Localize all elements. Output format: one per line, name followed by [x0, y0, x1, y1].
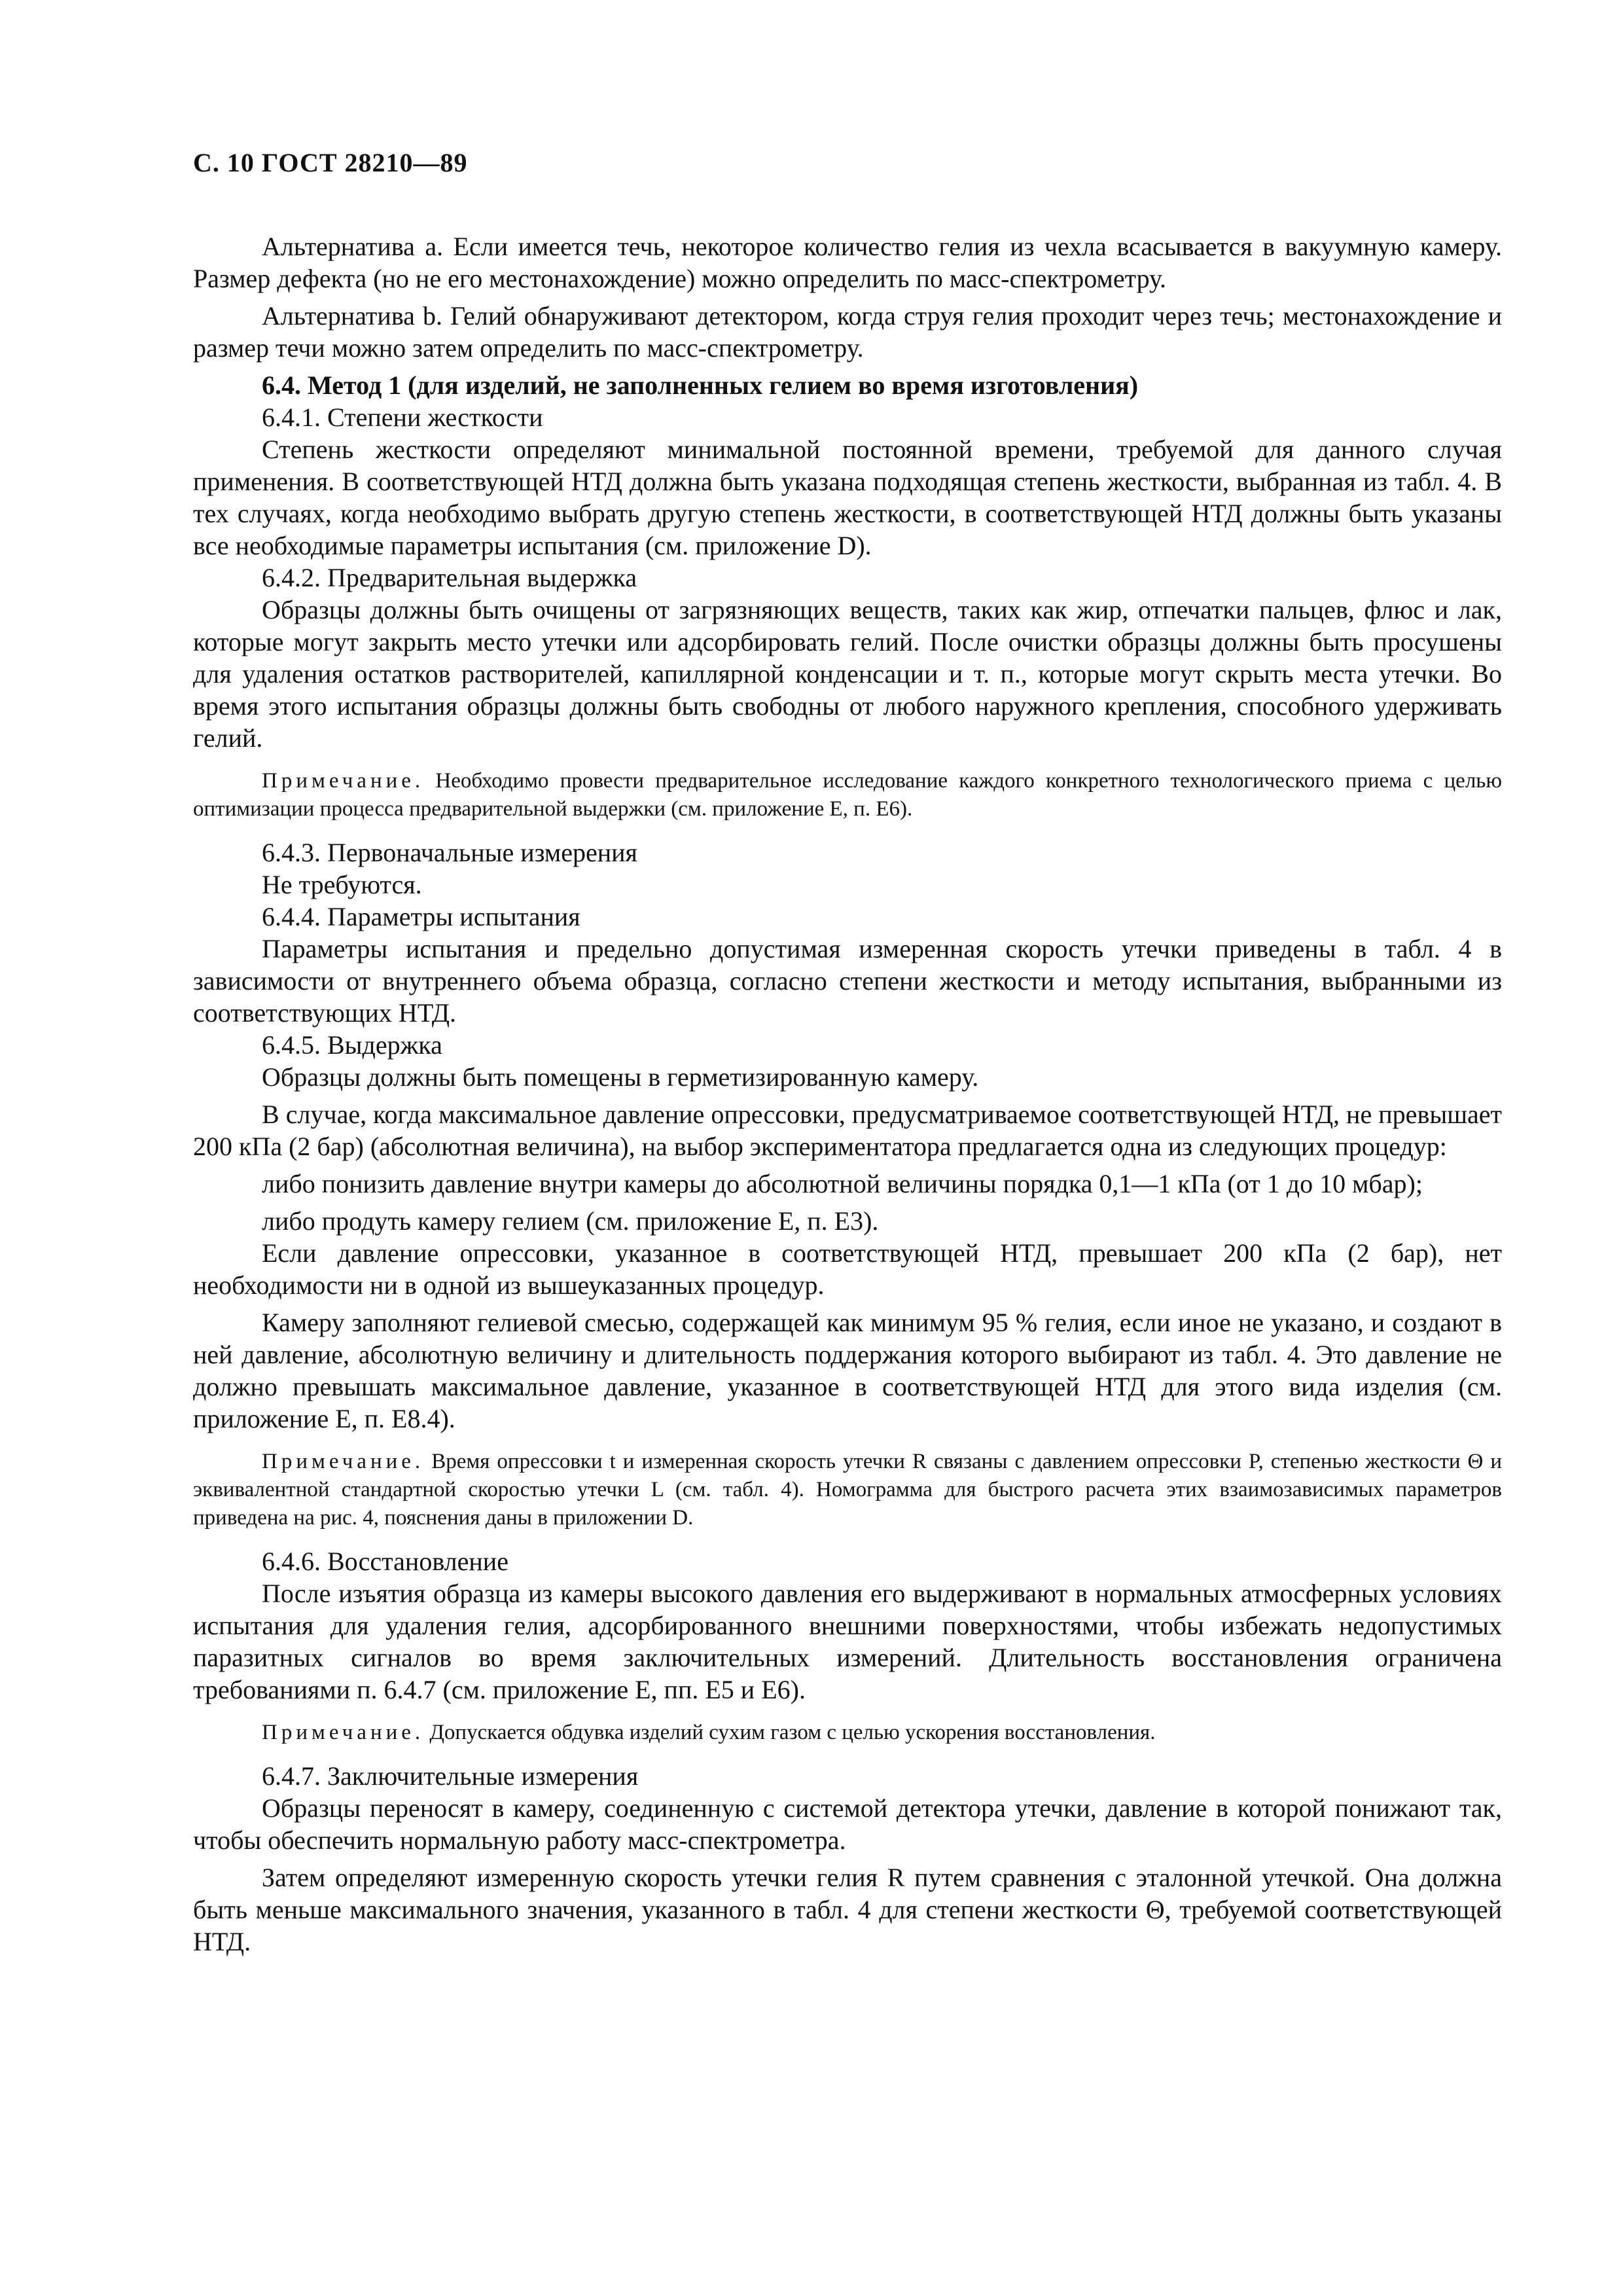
subsection-heading-6-4-1: 6.4.1. Степени жесткости — [262, 403, 543, 432]
subsection-heading-6-4-7: 6.4.7. Заключительные измерения — [262, 1761, 639, 1791]
note-recovery — [193, 1719, 1502, 1747]
paragraph-severity: Степень жесткости определяют минимальной постоянной времени, требуемой для данного случая применения. В соответствующей НТД должна быть указана подходящая степень жесткости, выбранная из табл. 4. В тех случаях, когда необходимо выбрать другую степень жесткости, в соответствующей НТД должны быть указаны все необходимые параметры испытания (см. приложение D). — [193, 435, 1502, 560]
subsection-heading-6-4-6: 6.4.6. Восстановление — [262, 1547, 508, 1576]
page-header: С. 10 ГОСТ 28210—89 — [193, 148, 468, 177]
paragraph-preconditioning: Образцы должны быть очищены от загрязняющих веществ, таких как жир, отпечатки пальцев, флюс и лак, которые могут закрыть место утечки или адсорбировать гелий. После очистки образцы должны быть просушены для удаления остатков растворителей, капиллярной конденсации и т. п., которые могут скрыть места утечки. Во время этого испытания образцы должны быть свободны от любого наружного крепления, способного удерживать гелий. — [193, 595, 1502, 753]
paragraph-above-200kpa: Если давление опрессовки, указанное в соответствующей НТД, превышает 200 кПа (2 бар), нет необходимости ни в одной из вышеуказанных процедур. — [193, 1238, 1502, 1300]
paragraph-option-1: либо понизить давление внутри камеры до абсолютной величины порядка 0,1—1 кПа (от 1 до 10 мбар); — [262, 1169, 1423, 1198]
paragraph-helium-fill: Камеру заполняют гелиевой смесью, содержащей как минимум 95 % гелия, если иное не указано, и создают в ней давление, абсолютную величину и длительность поддержания которого выбирают из табл. 4. Это давление не должно превышать максимальное давление, указанное в соответствующей НТД для этого вида изделия (см. приложение Е, п. Е8.4). — [193, 1308, 1502, 1433]
note-label: Примечание. — [262, 1450, 425, 1473]
subsection-heading-6-4-5: 6.4.5. Выдержка — [262, 1030, 442, 1060]
note-text: Допускается обдувка изделий сухим газом с целью ускорения восстановления. — [429, 1721, 1156, 1744]
paragraph-pressure-case: В случае, когда максимальное давление опрессовки, предусматриваемое соответствующей НТД, не превышает 200 кПа (2 бар) (абсолютная величина), на выбор экспериментатора предлагается одна из следующих процедур: — [193, 1100, 1502, 1161]
subsection-heading-6-4-2: 6.4.2. Предварительная выдержка — [262, 563, 637, 592]
paragraph-option-2: либо продуть камеру гелием (см. приложение Е, п. Е3). — [262, 1206, 879, 1236]
section-heading-6-4: 6.4. Метод 1 (для изделий, не заполненных гелием во время изготовления) — [262, 370, 1139, 400]
note-text: Необходимо провести предварительное исследование каждого конкретного технологического приема с целью оптимизации процесса предварительной выдержки (см. приложение Е, п. Е6). — [193, 769, 1503, 821]
paragraph-alt-a: Альтернатива a. Если имеется течь, некоторое количество гелия из чехла всасывается в вакуумную камеру. Размер дефекта (но не его местонахождение) можно определить по масс-спектрометру. — [193, 232, 1502, 293]
paragraph-final-measurements: Образцы переносят в камеру, соединенную с системой детектора утечки, давление в которой понижают так, чтобы обеспечить нормальную работу масс-спектрометра. — [193, 1793, 1502, 1855]
note-label: Примечание. — [262, 1721, 425, 1744]
paragraph-alt-b: Альтернатива b. Гелий обнаруживают детектором, когда струя гелия проходит через течь; местонахождение и размер течи можно затем определить по масс-спектрометру. — [193, 301, 1502, 363]
subsection-heading-6-4-4: 6.4.4. Параметры испытания — [262, 902, 580, 931]
paragraph-not-required: Не требуются. — [262, 870, 422, 899]
paragraph-chamber: Образцы должны быть помещены в герметизированную камеру. — [262, 1062, 979, 1092]
paragraph-leak-rate: Затем определяют измеренную скорость утечки гелия R путем сравнения с эталонной утечкой. Она должна быть меньше максимального значения, указанного в табл. 4 для степени жесткости Θ, требуемой соответствующей НТД. — [193, 1863, 1502, 1956]
note-pressure-time — [193, 1448, 1502, 1532]
subsection-heading-6-4-3: 6.4.3. Первоначальные измерения — [262, 838, 637, 867]
note-label: Примечание. — [262, 769, 425, 793]
note-text: Время опрессовки t и измеренная скорость утечки R связаны с давлением опрессовки P, степенью жесткости Θ и эквивалентной стандартной скоростью утечки L (см. табл. 4). Номограмма для быстрого расчета этих взаимозависимых параметров приведена на рис. 4, пояснения даны в приложении D. — [193, 1450, 1503, 1530]
paragraph-test-parameters: Параметры испытания и предельно допустимая измеренная скорость утечки приведены в табл. 4 в зависимости от внутреннего объема образца, согласно степени жесткости и методу испытания, выбранными из соответствующих НТД. — [193, 934, 1502, 1028]
note-preconditioning — [193, 767, 1502, 823]
document-page — [193, 147, 1502, 1958]
paragraph-recovery: После изъятия образца из камеры высокого давления его выдерживают в нормальных атмосферных условиях испытания для удаления гелия, адсорбированного внешними поверхностями, чтобы избежать недопустимых паразитных сигналов во время заключительных измерений. Длительность восстановления ограничена требованиями п. 6.4.7 (см. приложение Е, пп. Е5 и Е6). — [193, 1579, 1502, 1704]
